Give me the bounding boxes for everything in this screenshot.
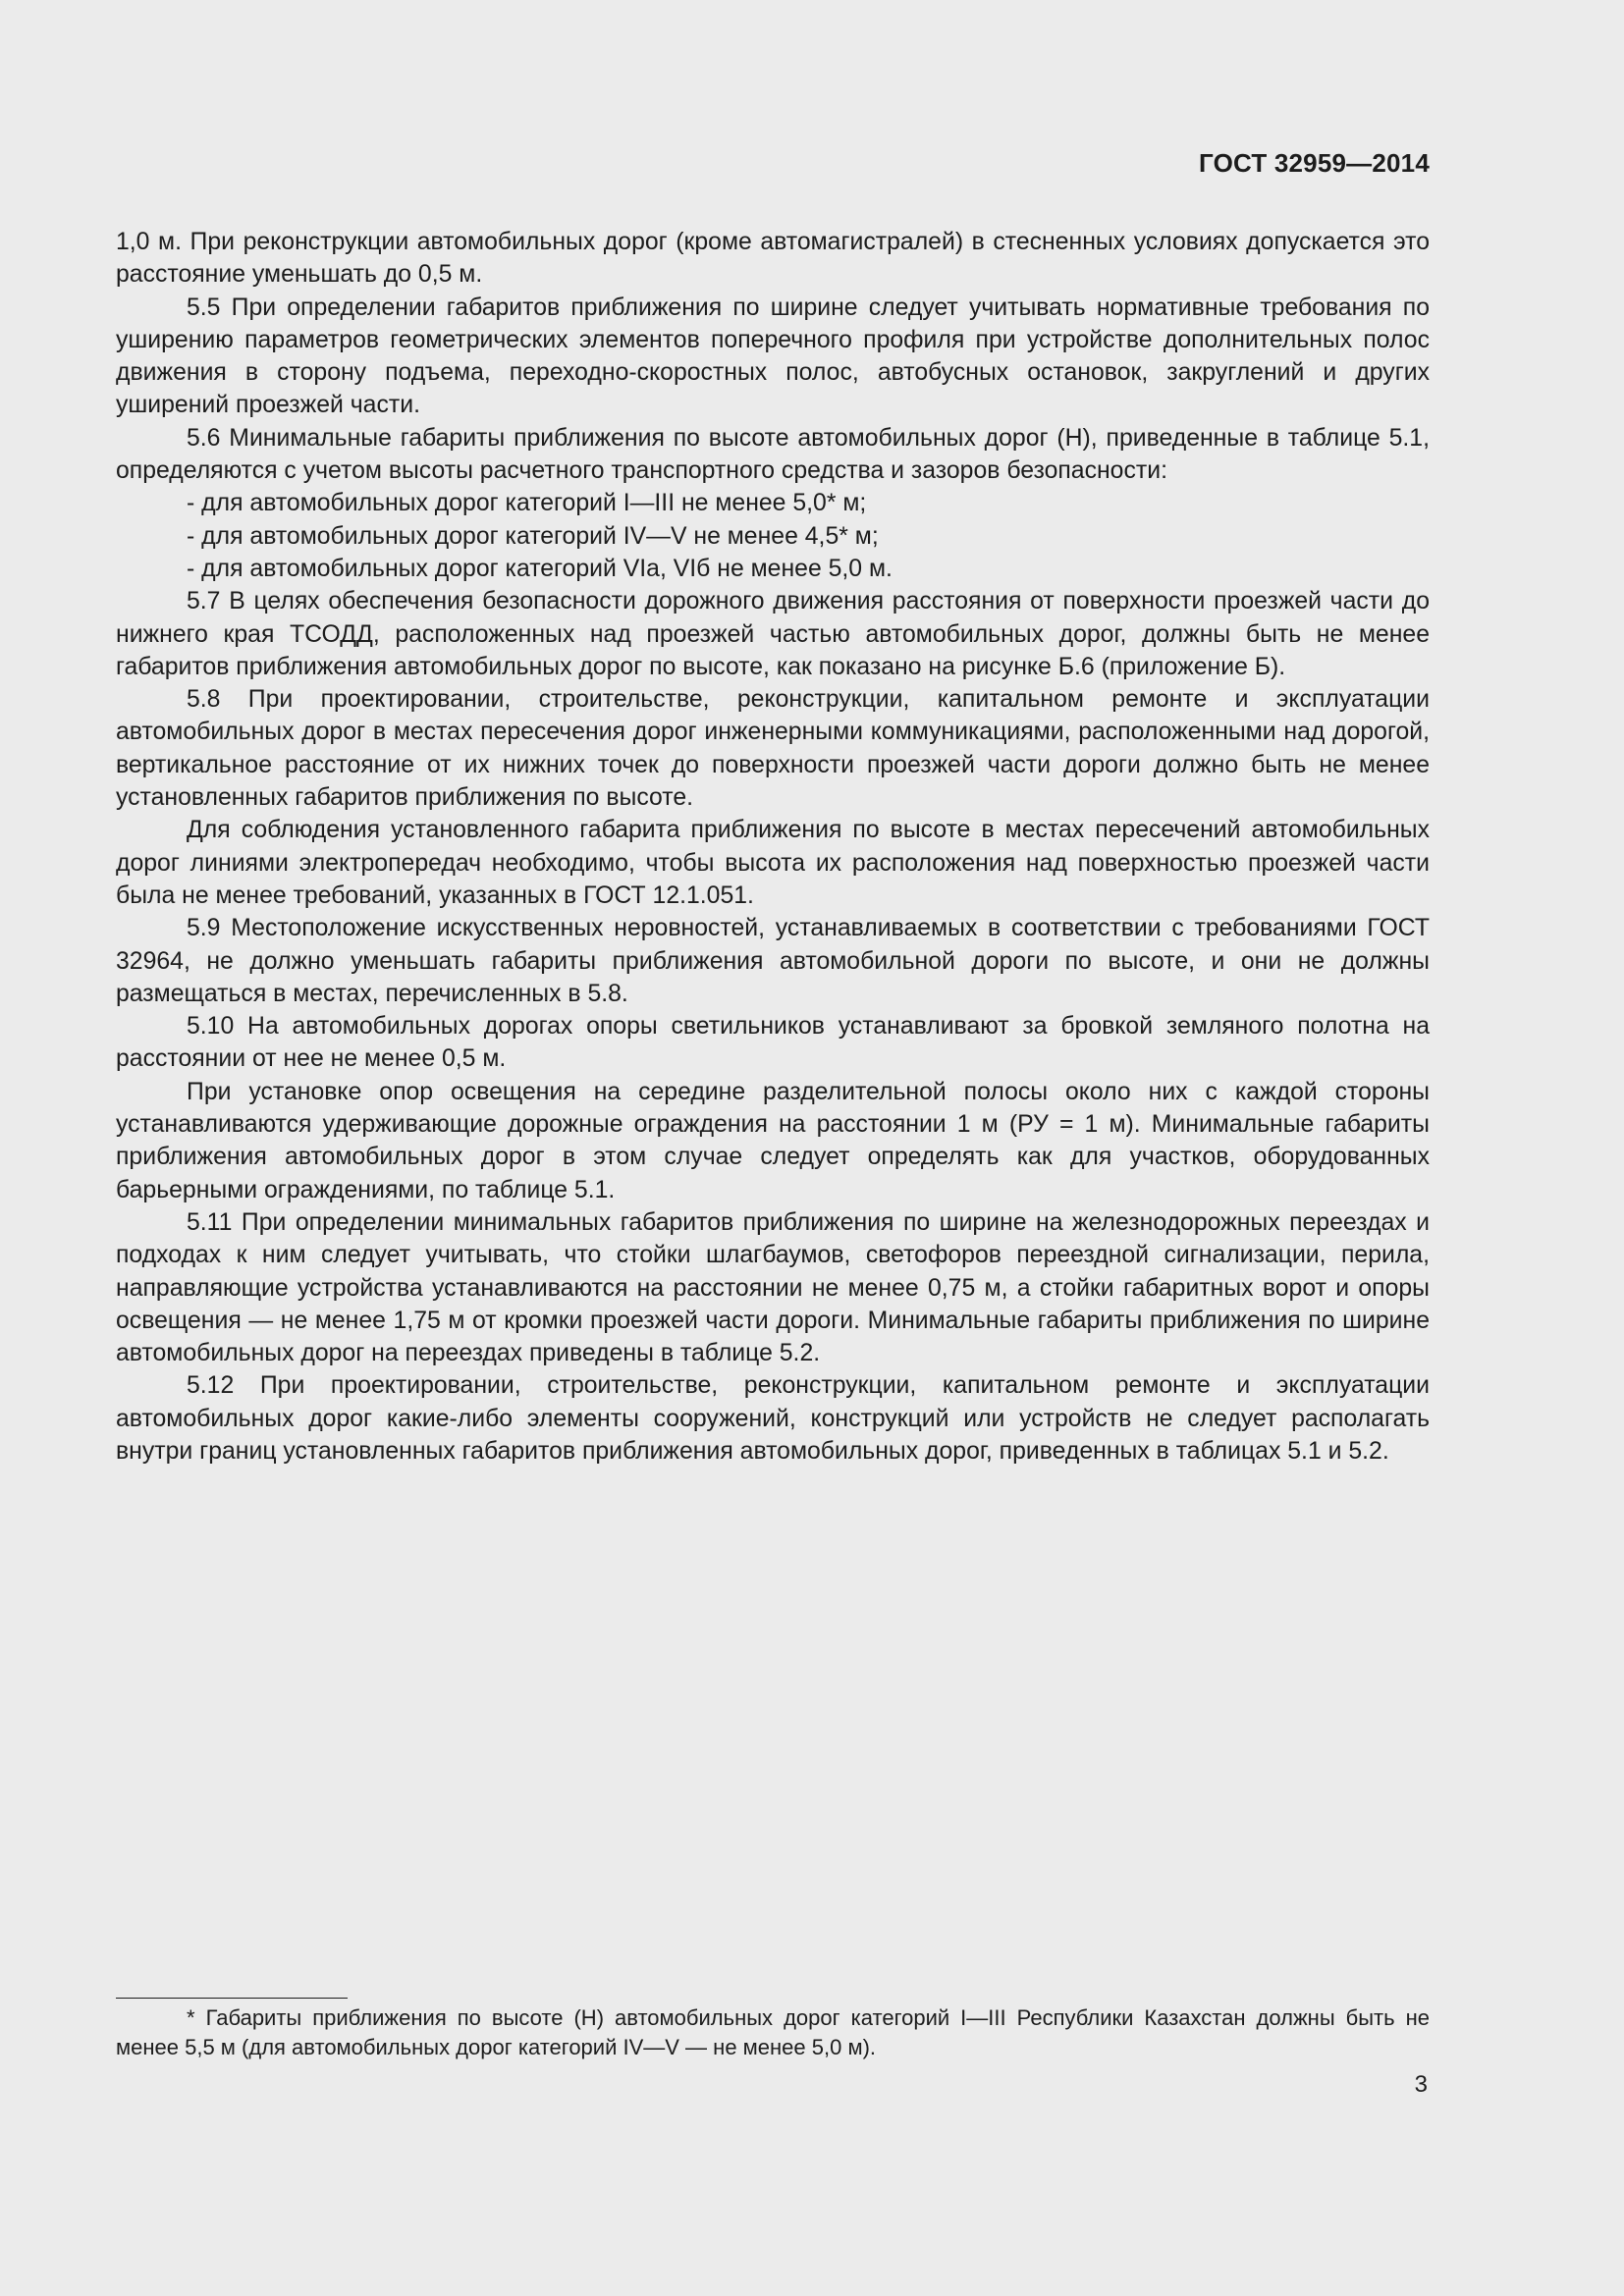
list-item-category-4-5: - для автомобильных дорог категорий IV—V не менее 4,5* м; <box>187 522 879 550</box>
paragraph-5-10: 5.10 На автомобильных дорогах опоры светильников устанавливают за бровкой земляного полотна на расстоянии от нее не менее 0,5 м. <box>116 1013 1430 1073</box>
paragraph-5-10-lighting: При установке опор освещения на середине разделительной полосы около них с каждой стороны устанавливаются удерживающие дорожные ограждения на расстоянии 1 м (РУ = 1 м). Минимальные габариты приближения автомобильных дорог в этом случае следует определять как для участков, оборудованных барьерными ограждениями, по таблице 5.1. <box>116 1078 1430 1203</box>
paragraph-5-6: 5.6 Минимальные габариты приближения по высоте автомобильных дорог (Н), приведенные в таблице 5.1, определяются с учетом высоты расчетного транспортного средства и зазоров безопасности: <box>116 424 1430 485</box>
body-text <box>116 226 1430 1468</box>
paragraph-5-7: 5.7 В целях обеспечения безопасности дорожного движения расстояния от поверхности проезжей части до нижнего края ТСОДД, расположенных над проезжей частью автомобильных дорог, должны быть не менее габаритов приближения автомобильных дорог по высоте, как показано на рисунке Б.6 (приложение Б). <box>116 588 1430 680</box>
list-item-category-1-3: - для автомобильных дорог категорий I—III не менее 5,0* м; <box>187 490 867 517</box>
paragraph-5-8-power-lines: Для соблюдения установленного габарита приближения по высоте в местах пересечений автомобильных дорог линиями электропередач необходимо, чтобы высота их расположения над поверхностью проезжей части была не менее требований, указанных в ГОСТ 12.1.051. <box>116 817 1430 909</box>
paragraph-5-12: 5.12 При проектировании, строительстве, реконструкции, капитальном ремонте и эксплуатации автомобильных дорог какие-либо элементы сооружений, конструкций или устройств не следует располагать внутри границ установленных габаритов приближения автомобильных дорог, приведенных в таблицах 5.1 и 5.2. <box>116 1372 1430 1465</box>
page-number: 3 <box>1414 2071 1428 2098</box>
paragraph-5-5: 5.5 При определении габаритов приближения по ширине следует учитывать нормативные требования по уширению параметров геометрических элементов поперечного профиля при устройстве дополнительных полос движения в сторону подъема, переходно-скоростных полос, автобусных остановок, закруглений и других уширений проезжей части. <box>116 294 1430 419</box>
paragraph-5-9: 5.9 Местоположение искусственных неровностей, устанавливаемых в соответствии с требованиями ГОСТ 32964, не должно уменьшать габариты приближения автомобильной дороги по высоте, и они не должны размещаться в местах, перечисленных в 5.8. <box>116 915 1430 1007</box>
footnote-separator <box>116 1998 348 1999</box>
paragraph-5-11: 5.11 При определении минимальных габаритов приближения по ширине на железнодорожных переездах и подходах к ним следует учитывать, что стойки шлагбаумов, светофоров переездной сигнализации, перила, направляющие устройства устанавливаются на расстоянии не менее 0,75 м, а стойки габаритных ворот и опоры освещения — не менее 1,75 м от кромки проезжей части дороги. Минимальные габариты приближения по ширине автомобильных дорог на переездах приведены в таблице 5.2. <box>116 1208 1430 1367</box>
paragraph-continuation: 1,0 м. При реконструкции автомобильных дорог (кроме автомагистралей) в стесненных условиях допускается это расстояние уменьшать до 0,5 м. <box>116 229 1430 289</box>
list-item-category-6: - для автомобильных дорог категорий VIa, VIб не менее 5,0 м. <box>187 555 893 582</box>
footnote: * Габариты приближения по высоте (Н) автомобильных дорог категорий I—III Республики Казахстан должны быть не менее 5,5 м (для автомобильных дорог категорий IV—V — не менее 5,0 м). <box>116 2005 1430 2059</box>
paragraph-5-8: 5.8 При проектировании, строительстве, реконструкции, капитальном ремонте и эксплуатации автомобильных дорог в местах пересечения дорог инженерными коммуникациями, расположенными над дорогой, вертикальное расстояние от их нижних точек до поверхности проезжей части дороги должно быть не менее установленных габаритов приближения по высоте. <box>116 686 1430 812</box>
standard-designation: ГОСТ 32959—2014 <box>1199 148 1430 178</box>
